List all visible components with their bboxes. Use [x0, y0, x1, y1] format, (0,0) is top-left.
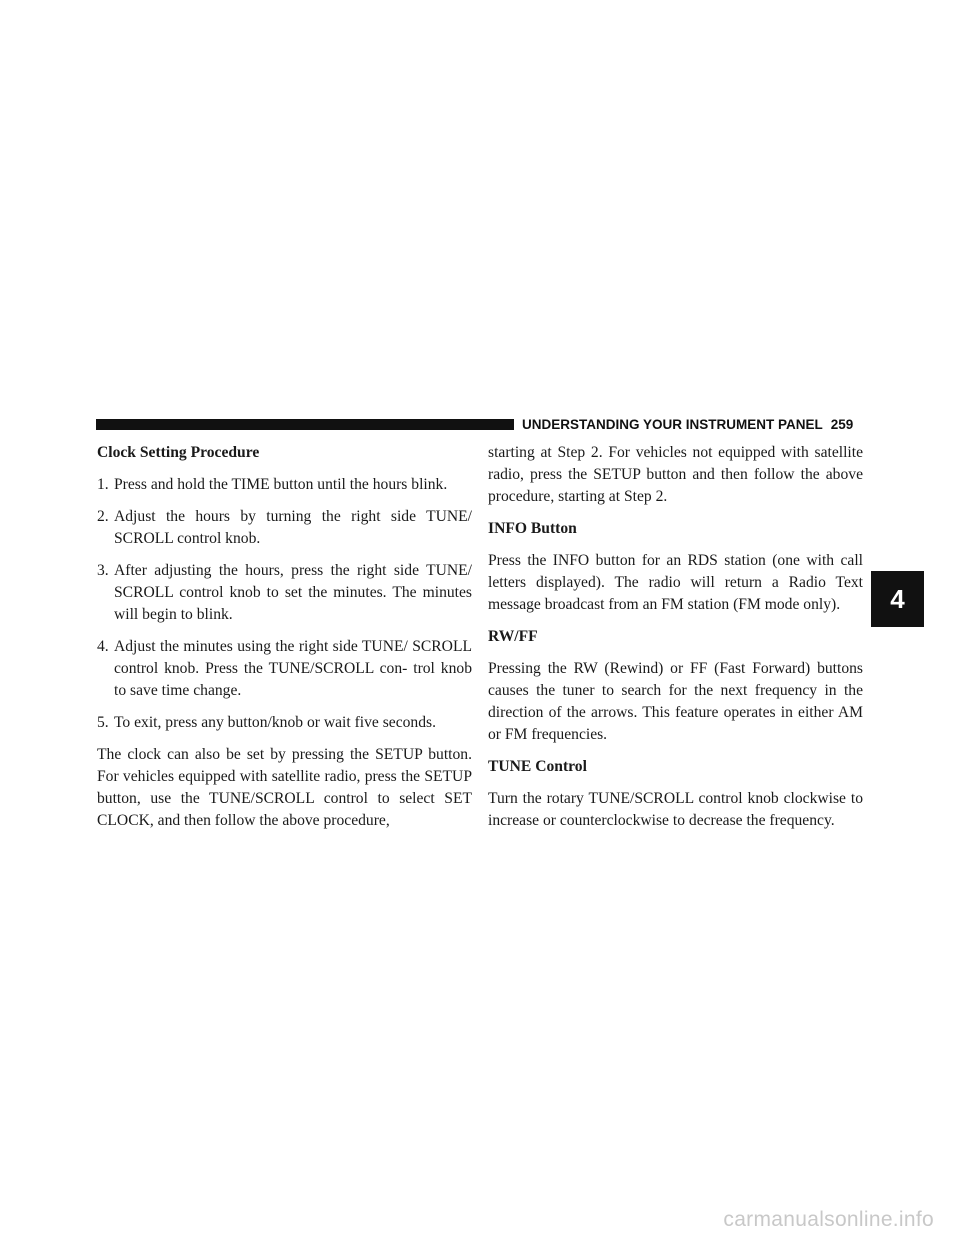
step-number: 3.	[97, 562, 109, 579]
section-title: UNDERSTANDING YOUR INSTRUMENT PANEL	[522, 417, 823, 432]
tune-control-paragraph: Turn the rotary TUNE/SCROLL control knob clockwise to increase or counterclockwise to decrease the frequency.	[488, 790, 863, 829]
info-button-paragraph: Press the INFO button for an RDS station (one with call letters displayed). The radio will return a Radio Text message broadcast from an FM station (FM mode only).	[488, 552, 863, 613]
chapter-tab: 4	[871, 571, 924, 627]
running-header	[522, 417, 853, 433]
step-text: To exit, press any button/knob or wait five seconds.	[114, 714, 436, 731]
step-text: Adjust the hours by turning the right side TUNE/ SCROLL control knob.	[114, 508, 472, 547]
rwff-paragraph: Pressing the RW (Rewind) or FF (Fast Forward) buttons causes the tuner to search for the next frequency in the direction of the arrows. This feature operates in either AM or FM frequencies.	[488, 660, 863, 743]
continuation-paragraph: starting at Step 2. For vehicles not equipped with satellite radio, press the SETUP button and then follow the above procedure, starting at Step 2.	[488, 444, 863, 505]
right-column	[488, 442, 863, 842]
watermark: carmanualsonline.info	[723, 1208, 934, 1231]
page-number: 259	[830, 417, 854, 432]
clock-setting-heading: Clock Setting Procedure	[97, 444, 260, 461]
step-item	[97, 636, 472, 702]
rwff-heading: RW/FF	[488, 628, 538, 645]
step-text: Press and hold the TIME button until the hours blink.	[114, 476, 448, 493]
step-text: Adjust the minutes using the right side TUNE/ SCROLL control knob. Press the TUNE/SCROLL con- trol knob to save time change.	[114, 638, 472, 699]
step-item	[97, 506, 472, 550]
step-number: 2.	[97, 508, 109, 525]
step-text: After adjusting the hours, press the right side TUNE/ SCROLL control knob to set the minutes. The minutes will begin to blink.	[114, 562, 472, 623]
setup-clock-paragraph: The clock can also be set by pressing the SETUP button. For vehicles equipped with satellite radio, press the SETUP button, use the TUNE/SCROLL control to select SET CLOCK, and then follow the above procedure,	[97, 746, 472, 829]
step-number: 5.	[97, 714, 109, 731]
header-rule-bar	[96, 419, 514, 430]
info-button-heading: INFO Button	[488, 520, 577, 537]
step-item	[97, 474, 472, 496]
step-item	[97, 560, 472, 626]
step-number: 1.	[97, 476, 109, 493]
step-item	[97, 712, 472, 734]
tune-control-heading: TUNE Control	[488, 758, 587, 775]
left-column	[97, 442, 472, 842]
step-number: 4.	[97, 638, 109, 655]
